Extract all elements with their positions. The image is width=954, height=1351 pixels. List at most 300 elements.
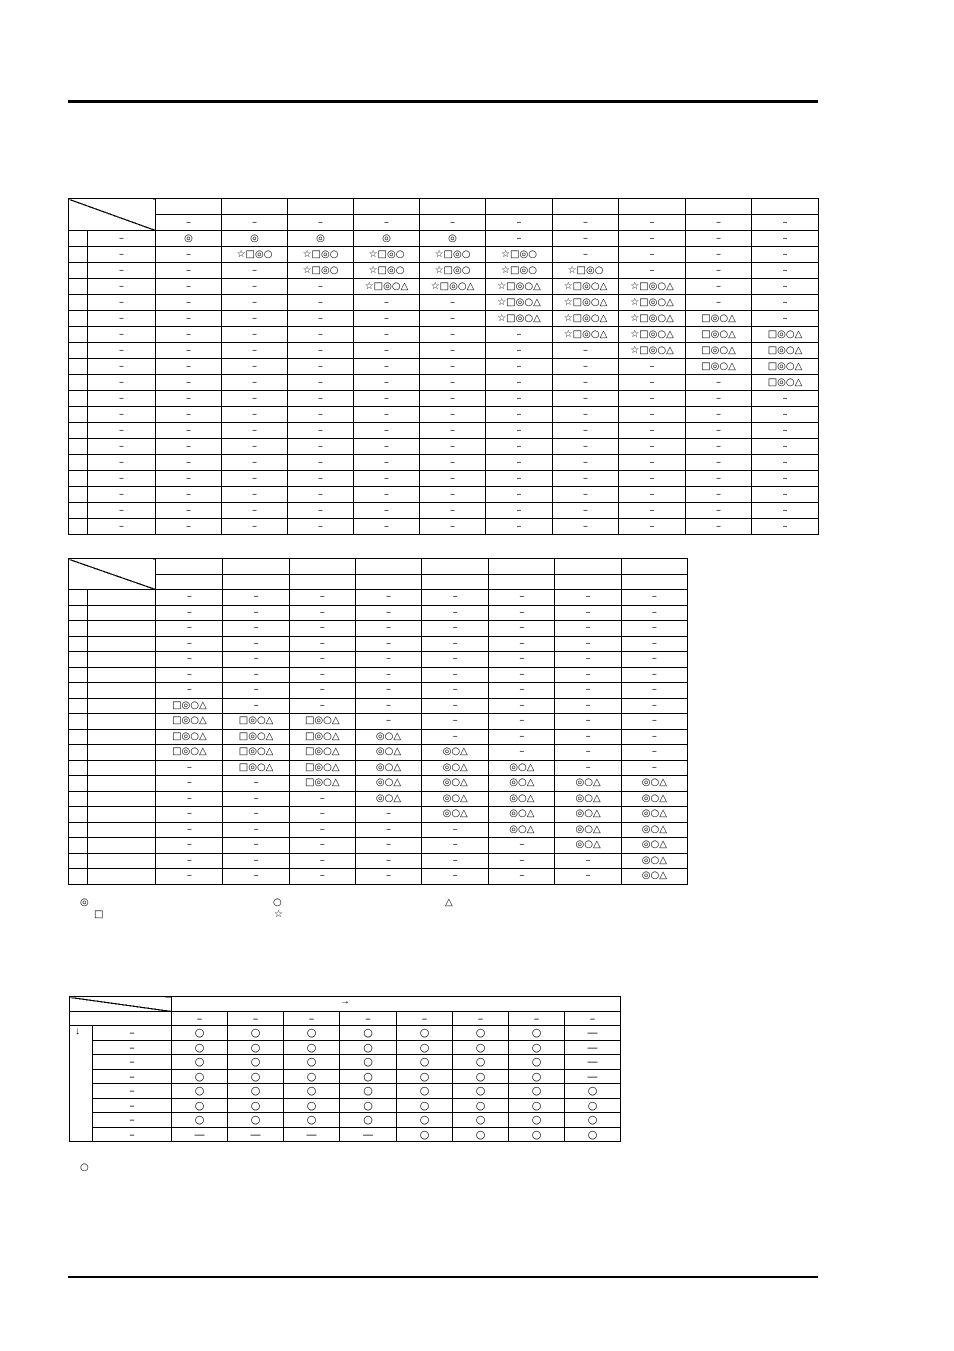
arrow-right-icon: → — [340, 996, 350, 1007]
table-cell: – — [156, 503, 222, 519]
table-cell: – — [489, 714, 555, 730]
compatibility-table-2 — [68, 558, 688, 885]
legend-triangle: △ — [445, 897, 453, 908]
table-cell: – — [289, 636, 355, 652]
row-index — [69, 853, 88, 869]
table-1-column-subheader: – — [686, 215, 752, 231]
table-row — [69, 311, 819, 327]
table-cell: – — [555, 636, 621, 652]
table-cell: ◎○△ — [555, 807, 621, 823]
table-cell: ○ — [397, 1055, 453, 1070]
table-cell: – — [752, 231, 819, 247]
table-cell: – — [156, 343, 222, 359]
row-index — [69, 838, 88, 854]
table-cell: ◎ — [288, 231, 354, 247]
row-label — [88, 698, 156, 714]
table-3-column-header: – — [509, 1011, 565, 1026]
table-cell: — — [284, 1127, 340, 1142]
row-index — [69, 807, 88, 823]
table-cell: – — [288, 455, 354, 471]
row-index — [69, 745, 88, 761]
table-cell: ○ — [397, 1127, 453, 1142]
table-cell: ☆□◎○ — [354, 247, 420, 263]
table-cell: – — [553, 423, 619, 439]
table-cell: □◎○△ — [223, 760, 289, 776]
table-cell: – — [355, 636, 421, 652]
table-cell: – — [156, 311, 222, 327]
table-cell: – — [288, 503, 354, 519]
table-cell: – — [555, 760, 621, 776]
table-1-column-header — [619, 199, 686, 215]
table-cell: – — [686, 407, 752, 423]
row-label — [88, 590, 156, 606]
table-cell: – — [420, 407, 486, 423]
table-2-column-subheader — [555, 574, 621, 590]
table-row — [69, 391, 819, 407]
row-index — [69, 791, 88, 807]
table-cell: – — [486, 343, 553, 359]
table-cell: – — [354, 311, 420, 327]
row-index — [69, 487, 88, 503]
table-cell: – — [222, 279, 288, 295]
table-cell: ◎ — [222, 231, 288, 247]
table-cell: – — [354, 327, 420, 343]
table-cell: – — [289, 667, 355, 683]
table-2-column-subheader — [489, 574, 555, 590]
table-cell: ◎○△ — [555, 791, 621, 807]
row-index — [69, 714, 88, 730]
table-cell: – — [288, 359, 354, 375]
table-cell: – — [288, 311, 354, 327]
table-2-column-header — [621, 559, 687, 575]
table-cell: – — [619, 487, 686, 503]
table-cell: – — [486, 439, 553, 455]
table-cell: – — [420, 455, 486, 471]
table-cell: – — [420, 359, 486, 375]
row-index — [69, 407, 88, 423]
table-cell: ◎ — [354, 231, 420, 247]
table-cell: – — [619, 455, 686, 471]
row-label — [88, 838, 156, 854]
table-cell: ◎○△ — [422, 760, 489, 776]
table-row — [69, 853, 688, 869]
table-1-column-header — [686, 199, 752, 215]
table-cell: – — [686, 231, 752, 247]
table-cell: ☆□◎○ — [354, 263, 420, 279]
table-cell: – — [752, 423, 819, 439]
table-2-column-header — [223, 559, 289, 575]
table-cell: ○ — [565, 1084, 621, 1099]
row-index — [69, 455, 88, 471]
table-cell: – — [288, 279, 354, 295]
table-cell: □◎○△ — [686, 343, 752, 359]
table-cell: – — [354, 359, 420, 375]
table-cell: ◎○△ — [555, 822, 621, 838]
table-cell: ☆□◎○ — [486, 247, 553, 263]
table-cell: ◎○△ — [355, 791, 421, 807]
row-label — [88, 807, 156, 823]
table-cell: ○ — [172, 1055, 228, 1070]
table-cell: – — [553, 343, 619, 359]
table-1-body — [69, 199, 819, 535]
table-cell: – — [489, 838, 555, 854]
table-cell: ☆□◎○△ — [619, 311, 686, 327]
table-cell: – — [223, 822, 289, 838]
table-cell: – — [88, 455, 156, 471]
table-cell: – — [420, 423, 486, 439]
legend-circle-t3: ○ — [80, 1162, 89, 1173]
table-3-column-header: – — [172, 1011, 228, 1026]
table-1-column-subheader: – — [486, 215, 553, 231]
table-cell: – — [686, 519, 752, 535]
table-cell: ◎○△ — [355, 729, 421, 745]
table-row — [70, 1026, 621, 1041]
table-cell: – — [420, 471, 486, 487]
table-3-column-header: – — [340, 1011, 397, 1026]
table-cell: – — [289, 869, 355, 885]
table-cell: ◎○△ — [489, 791, 555, 807]
table-cell: – — [156, 327, 222, 343]
table-1-column-header — [222, 199, 288, 215]
row-label: – — [93, 1026, 172, 1041]
table-1-column-header — [486, 199, 553, 215]
table-cell: – — [355, 714, 421, 730]
table-cell: ◎○△ — [489, 807, 555, 823]
table-cell: – — [289, 822, 355, 838]
table-cell: ○ — [453, 1026, 509, 1041]
table-cell: ☆□◎○ — [420, 263, 486, 279]
table-cell: ○ — [565, 1113, 621, 1128]
table-cell: – — [489, 590, 555, 606]
table-cell: ☆□◎○△ — [553, 327, 619, 343]
table-cell: □◎○△ — [223, 729, 289, 745]
table-cell: – — [289, 621, 355, 637]
table-cell: – — [289, 807, 355, 823]
table-cell: ○ — [509, 1069, 565, 1084]
table-row — [69, 439, 819, 455]
table-cell: ○ — [453, 1069, 509, 1084]
table-cell: – — [289, 590, 355, 606]
table-cell: – — [553, 247, 619, 263]
table-cell: — — [340, 1127, 397, 1142]
table-cell: – — [489, 853, 555, 869]
table-3-column-header: – — [284, 1011, 340, 1026]
table-cell: – — [222, 391, 288, 407]
compatibility-table-1 — [68, 198, 819, 535]
table-3-column-header: – — [453, 1011, 509, 1026]
table-cell: – — [354, 487, 420, 503]
table-cell: ☆□◎○△ — [553, 311, 619, 327]
table-cell: – — [553, 519, 619, 535]
table-cell: – — [88, 231, 156, 247]
table-cell: ○ — [509, 1127, 565, 1142]
table-cell: ☆□◎○△ — [420, 279, 486, 295]
table-2-column-header — [489, 559, 555, 575]
table-2-column-header — [422, 559, 489, 575]
table-cell: – — [555, 714, 621, 730]
row-label — [88, 714, 156, 730]
table-cell: – — [354, 343, 420, 359]
table-cell: ◎○△ — [489, 760, 555, 776]
table-cell: – — [553, 503, 619, 519]
table-cell: – — [422, 621, 489, 637]
table-cell: ○ — [509, 1098, 565, 1113]
table-cell: – — [489, 729, 555, 745]
table-cell: – — [422, 636, 489, 652]
legend-double-circle: ◎ — [80, 897, 89, 908]
table-cell: – — [223, 683, 289, 699]
table-cell: □◎○△ — [686, 359, 752, 375]
table-cell: – — [686, 503, 752, 519]
table-cell: – — [156, 519, 222, 535]
table-cell: – — [422, 683, 489, 699]
table-cell: ○ — [228, 1069, 284, 1084]
table-cell: – — [486, 359, 553, 375]
row-label — [88, 776, 156, 792]
table-cell: ○ — [284, 1098, 340, 1113]
table-cell: ○ — [172, 1084, 228, 1099]
table-cell: – — [355, 838, 421, 854]
table-cell: – — [354, 375, 420, 391]
table-cell: ☆□◎○△ — [486, 311, 553, 327]
table-cell: – — [222, 327, 288, 343]
table-cell: – — [489, 652, 555, 668]
table-cell: – — [486, 471, 553, 487]
row-label: – — [93, 1055, 172, 1070]
table-1-column-subheader: – — [752, 215, 819, 231]
table-cell: ◎ — [156, 231, 222, 247]
table-cell: – — [156, 295, 222, 311]
table-cell: ☆□◎○ — [288, 247, 354, 263]
table-cell: – — [222, 263, 288, 279]
table-1-column-header — [553, 199, 619, 215]
table-cell: – — [752, 247, 819, 263]
table-row — [69, 807, 688, 823]
table-cell: ○ — [228, 1040, 284, 1055]
table-cell: – — [752, 407, 819, 423]
table-row — [69, 455, 819, 471]
table-cell: – — [289, 652, 355, 668]
table-cell: – — [156, 869, 223, 885]
row-index — [69, 667, 88, 683]
table-cell: – — [222, 359, 288, 375]
row-index — [69, 698, 88, 714]
table-cell: – — [686, 279, 752, 295]
table-cell: – — [355, 853, 421, 869]
table-cell: – — [486, 423, 553, 439]
table-row — [69, 745, 688, 761]
table-cell: ◎○△ — [621, 807, 687, 823]
table-cell: – — [752, 519, 819, 535]
table-cell: – — [288, 295, 354, 311]
table-cell: — — [228, 1127, 284, 1142]
table-cell: ◎○△ — [621, 791, 687, 807]
table-cell: – — [489, 683, 555, 699]
table-cell: – — [619, 407, 686, 423]
table-row — [69, 359, 819, 375]
table-cell: – — [88, 343, 156, 359]
table-cell: – — [621, 605, 687, 621]
table-row — [69, 519, 819, 535]
table-row — [69, 503, 819, 519]
table-cell: – — [619, 231, 686, 247]
table-cell: – — [489, 667, 555, 683]
table-row — [69, 838, 688, 854]
table-cell: – — [686, 295, 752, 311]
table-cell: – — [156, 375, 222, 391]
table-cell: – — [752, 471, 819, 487]
table-cell: – — [686, 439, 752, 455]
table-2-column-subheader — [355, 574, 421, 590]
legend-star: ☆ — [274, 909, 283, 920]
table-cell: ○ — [397, 1113, 453, 1128]
table-cell: – — [486, 375, 553, 391]
table-cell: ○ — [453, 1127, 509, 1142]
row-label: – — [93, 1040, 172, 1055]
table-row — [69, 279, 819, 295]
table-cell: ○ — [397, 1069, 453, 1084]
table-cell: – — [420, 327, 486, 343]
table-cell: ◎○△ — [422, 745, 489, 761]
table-cell: – — [555, 605, 621, 621]
table-cell: – — [288, 439, 354, 455]
table-cell: ◎○△ — [489, 822, 555, 838]
table-cell: □◎○△ — [289, 776, 355, 792]
row-index — [69, 295, 88, 311]
table-cell: ○ — [397, 1040, 453, 1055]
table-cell: – — [619, 263, 686, 279]
table-cell: – — [752, 279, 819, 295]
table-1-column-header — [752, 199, 819, 215]
table-cell: ○ — [284, 1055, 340, 1070]
row-index — [69, 683, 88, 699]
table-cell: – — [621, 729, 687, 745]
table-cell: – — [223, 590, 289, 606]
table-cell: – — [621, 745, 687, 761]
table-cell: – — [621, 714, 687, 730]
table-cell: – — [222, 407, 288, 423]
table-cell: ○ — [284, 1113, 340, 1128]
table-cell: – — [156, 760, 223, 776]
row-index — [69, 311, 88, 327]
table-cell: – — [88, 503, 156, 519]
table-cell: □◎○△ — [752, 343, 819, 359]
table-row — [69, 327, 819, 343]
table-cell: – — [422, 667, 489, 683]
row-index — [69, 822, 88, 838]
table-cell: – — [355, 652, 421, 668]
table-cell: ○ — [340, 1055, 397, 1070]
row-index — [69, 503, 88, 519]
table-cell: – — [553, 375, 619, 391]
table-cell: – — [156, 807, 223, 823]
table-cell: – — [553, 231, 619, 247]
table-cell: – — [289, 698, 355, 714]
table-1-subheader-row — [69, 215, 819, 231]
table-cell: ○ — [340, 1084, 397, 1099]
table-cell: – — [553, 471, 619, 487]
table-cell: – — [553, 439, 619, 455]
table-cell: ○ — [228, 1098, 284, 1113]
table-cell: – — [686, 471, 752, 487]
table-cell: – — [422, 698, 489, 714]
table-cell: – — [486, 231, 553, 247]
table-2-body — [69, 559, 688, 885]
table-cell: – — [420, 391, 486, 407]
table-cell: ☆□◎○△ — [553, 295, 619, 311]
table-cell: – — [222, 455, 288, 471]
table-cell: – — [288, 471, 354, 487]
table-cell: – — [289, 853, 355, 869]
row-index — [69, 279, 88, 295]
table-cell: – — [156, 391, 222, 407]
table-cell: – — [223, 791, 289, 807]
row-index — [69, 391, 88, 407]
table-cell: – — [555, 652, 621, 668]
table-3-column-header: – — [228, 1011, 284, 1026]
table-cell: □◎○△ — [223, 714, 289, 730]
table-cell: ☆□◎○ — [288, 263, 354, 279]
table-cell: – — [355, 869, 421, 885]
table-cell: – — [619, 359, 686, 375]
row-label — [88, 683, 156, 699]
table-cell: – — [486, 391, 553, 407]
table-2-column-subheader — [223, 574, 289, 590]
table-cell: – — [289, 683, 355, 699]
table-cell: – — [222, 295, 288, 311]
table-cell: ○ — [228, 1084, 284, 1099]
table-cell: – — [223, 621, 289, 637]
table-row — [69, 423, 819, 439]
table-cell: – — [489, 745, 555, 761]
table-row — [69, 683, 688, 699]
table-cell: – — [354, 423, 420, 439]
table-cell: – — [752, 311, 819, 327]
table-cell: – — [555, 667, 621, 683]
table-row — [70, 1098, 621, 1113]
table-cell: – — [420, 343, 486, 359]
table-cell: ○ — [284, 1026, 340, 1041]
table-cell: □◎○△ — [289, 745, 355, 761]
table-cell: – — [555, 590, 621, 606]
row-label — [88, 853, 156, 869]
table-cell: – — [686, 263, 752, 279]
table-row — [69, 729, 688, 745]
table-cell: – — [88, 487, 156, 503]
table-cell: ◎○△ — [555, 838, 621, 854]
table-row — [69, 343, 819, 359]
table-cell: ○ — [397, 1026, 453, 1041]
table-cell: – — [752, 263, 819, 279]
row-index — [69, 590, 88, 606]
table-cell: – — [686, 391, 752, 407]
table-1-corner — [69, 199, 156, 231]
row-index — [69, 471, 88, 487]
table-cell: – — [555, 683, 621, 699]
table-cell: – — [156, 247, 222, 263]
table-row — [69, 760, 688, 776]
row-index — [69, 375, 88, 391]
table-cell: ☆□◎○△ — [553, 279, 619, 295]
table-cell: – — [619, 519, 686, 535]
table-cell: – — [222, 311, 288, 327]
table-row — [70, 1084, 621, 1099]
table-cell: – — [555, 853, 621, 869]
table-cell: – — [156, 439, 222, 455]
table-cell: – — [288, 343, 354, 359]
table-cell: ○ — [509, 1055, 565, 1070]
table-cell: – — [489, 698, 555, 714]
